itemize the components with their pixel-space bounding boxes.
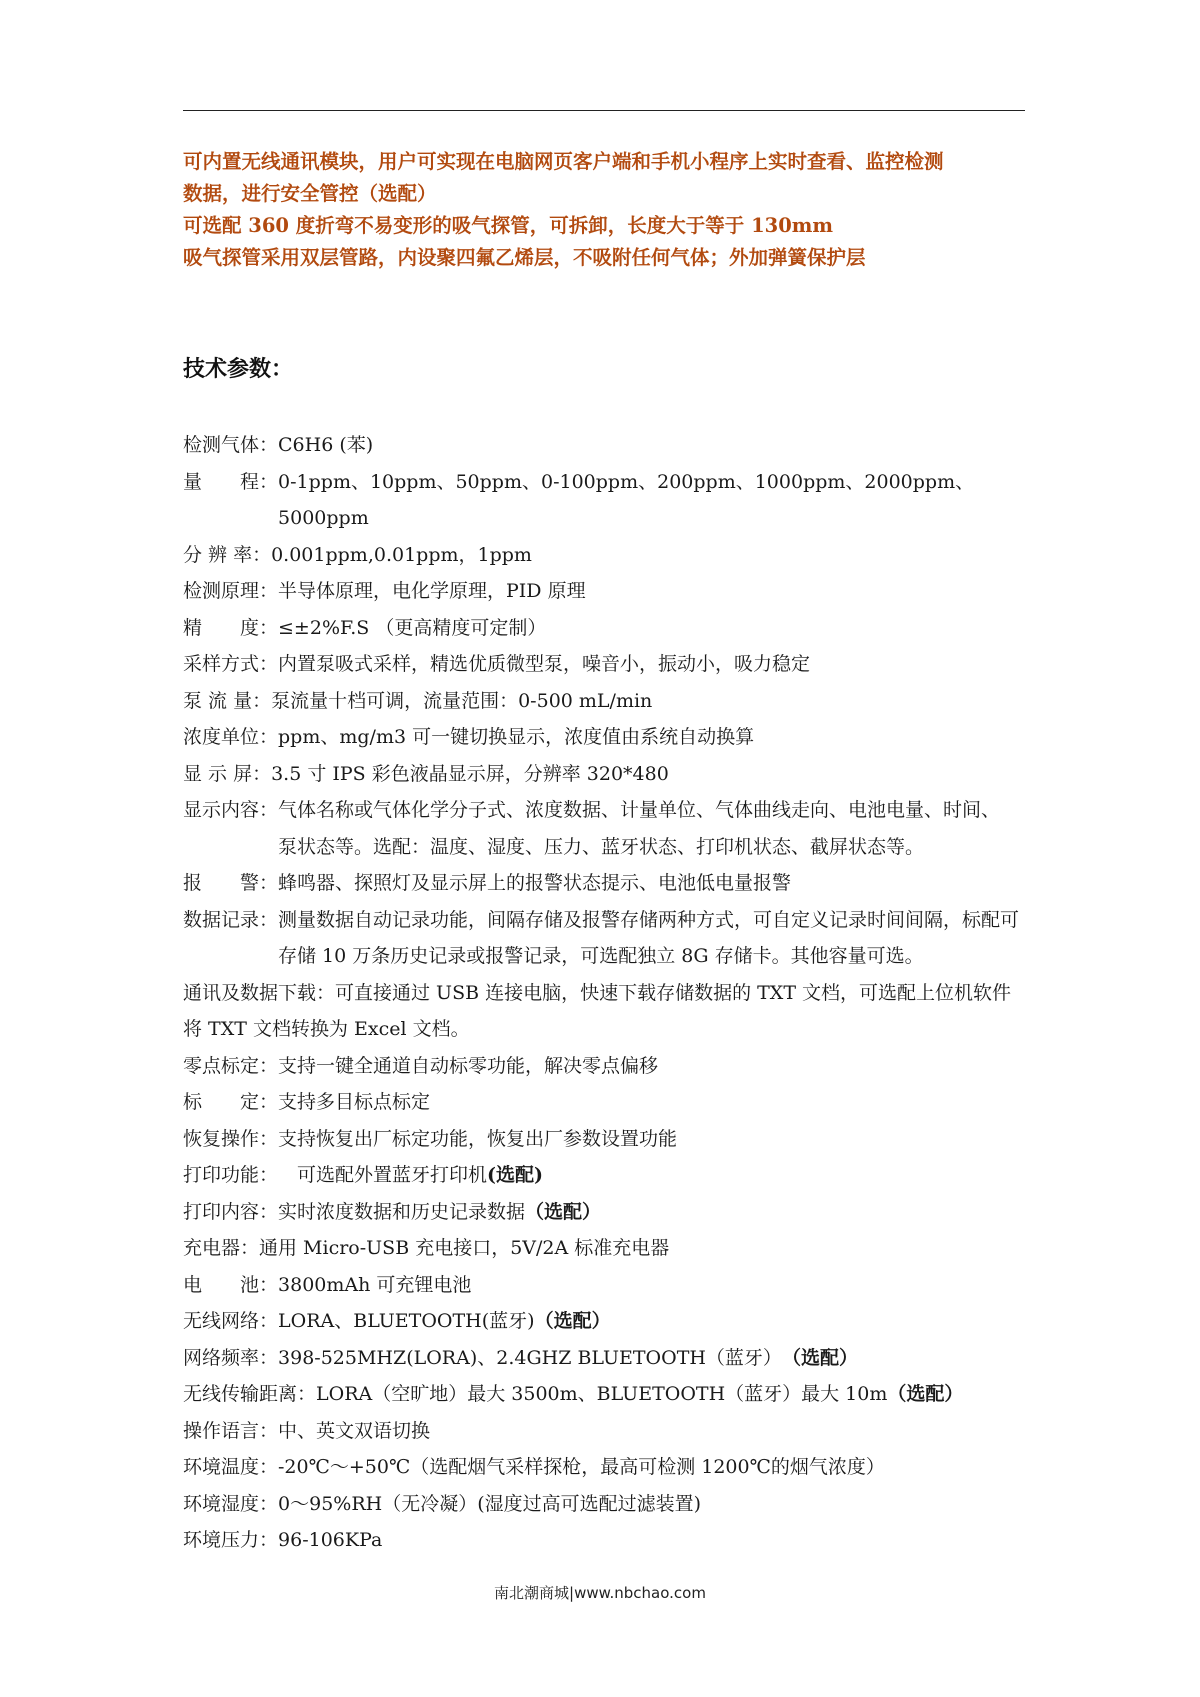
header-rule [183,110,1025,111]
feature-line: 数据，进行安全管控（选配） [183,182,437,205]
spec-row [183,683,1043,720]
spec-row [183,427,1043,464]
spec-row [183,1230,1043,1267]
spec-label: 显示内容： [183,799,279,821]
spec-label: 分 辨 率： [183,543,272,566]
spec-value: 实时浓度数据和历史记录数据 [278,1200,526,1223]
spec-value: 测量数据自动记录功能，间隔存储及报警存储两种方式，可自定义记录时间间隔，标配可存储 10 万条历史记录或报警记录，可选配独立 8G 存储卡。其他容量可选。 [278,908,1020,967]
spec-row [183,1084,1043,1121]
spec-label: 无线传输距离： [183,1383,317,1405]
spec-row [183,1048,1043,1085]
spec-value: 0～95%RH（无冷凝）(湿度过高可选配过滤装置) [278,1492,702,1515]
spec-label: 恢复操作： [183,1127,279,1150]
spec-value: 通用 Micro-USB 充电接口，5V/2A 标准充电器 [259,1237,670,1259]
spec-row [183,1413,1043,1450]
spec-value: 内置泵吸式采样，精选优质微型泵，噪音小，振动小，吸力稳定 [278,653,811,675]
spec-value: 0.001ppm,0.01ppm，1ppm [271,543,532,566]
spec-value: 3800mAh 可充锂电池 [278,1273,472,1296]
spec-label: 浓度单位： [183,726,279,748]
spec-value: 半导体原理，电化学原理，PID 原理 [278,580,586,602]
spec-label: 标 定： [183,1091,279,1113]
spec-value: LORA（空旷地）最大 3500m、BLUETOOTH（蓝牙）最大 10m [316,1383,888,1405]
feature-highlights [183,146,1043,274]
feature-line: 可选配 360 度折弯不易变形的吸气探管，可拆卸，长度大于等于 130mm [183,214,834,237]
spec-label: 显 示 屏： [183,762,272,785]
spec-label: 打印功能： [183,1164,279,1186]
spec-row [183,1340,1043,1377]
spec-row [183,1449,1043,1486]
spec-value: 泵流量十档可调，流量范围：0-500 mL/min [271,689,653,712]
spec-label: 精 度： [183,616,279,639]
spec-value: 可直接通过 USB 连接电脑，快速下载存储数据的 TXT 文档，可选配上位机软件将 TXT 文档转换为 Excel 文档。 [183,981,1012,1040]
spec-label: 量 程： [183,470,279,493]
optional-tag: （选配） [887,1383,964,1405]
spec-value: 支持一键全通道自动标零功能，解决零点偏移 [278,1054,659,1077]
spec-value: 中、英文双语切换 [278,1419,431,1442]
spec-label: 泵 流 量： [183,689,272,712]
section-title: 技术参数： [183,356,294,382]
spec-row [183,1486,1043,1523]
spec-label: 零点标定： [183,1054,279,1077]
spec-label: 环境温度： [183,1456,279,1478]
spec-row [183,719,1043,756]
page-footer: 南北潮商城|www.nbchao.com [494,1584,706,1602]
spec-row [183,1194,1043,1231]
spec-value: -20℃～+50℃（选配烟气采样探枪，最高可检测 1200℃的烟气浓度） [278,1456,885,1478]
spec-value: C6H6 (苯) [278,434,374,456]
optional-tag: （选配） [534,1310,611,1332]
spec-label: 数据记录： [183,908,279,931]
spec-row [183,792,1043,865]
spec-value: 蜂鸣器、探照灯及显示屏上的报警状态提示、电池低电量报警 [278,872,792,894]
spec-value: 支持多目标点标定 [278,1091,431,1113]
spec-label: 环境压力： [183,1529,279,1551]
spec-value: 可选配外置蓝牙打印机 [278,1164,488,1186]
spec-value: 96-106KPa [278,1529,383,1551]
spec-label: 检测原理： [183,580,279,602]
spec-label: 采样方式： [183,653,279,675]
spec-label: 打印内容： [183,1200,279,1223]
optional-tag: （选配） [781,1346,858,1369]
spec-list [183,427,1043,1559]
spec-label: 检测气体： [183,434,279,456]
spec-row [183,1303,1043,1340]
spec-value: 气体名称或气体化学分子式、浓度数据、计量单位、气体曲线走向、电池电量、时间、泵状态等。选配：温度、湿度、压力、蓝牙状态、打印机状态、截屏状态等。 [278,799,1001,858]
spec-row [183,610,1043,647]
spec-label: 通讯及数据下载： [183,981,336,1004]
spec-row [183,537,1043,574]
spec-value: 398-525MHZ(LORA)、2.4GHZ BLUETOOTH（蓝牙） [278,1346,782,1369]
spec-row [183,975,1028,1048]
spec-label: 电 池： [183,1273,279,1296]
spec-value: ppm、mg/m3 可一键切换显示，浓度值由系统自动换算 [278,726,755,748]
spec-row [183,1121,1043,1158]
spec-label: 环境湿度： [183,1492,279,1515]
spec-label: 无线网络： [183,1310,279,1332]
feature-line: 吸气探管采用双层管路，内设聚四氟乙烯层，不吸附任何气体；外加弹簧保护层 [183,246,866,269]
optional-tag: (选配) [487,1164,544,1186]
spec-row [183,1522,1043,1559]
spec-value: 支持恢复出厂标定功能，恢复出厂参数设置功能 [278,1127,678,1150]
spec-value: LORA、BLUETOOTH(蓝牙) [278,1310,535,1332]
spec-row [183,756,1043,793]
spec-value: 0-1ppm、10ppm、50ppm、0-100ppm、200ppm、1000ppm、2000ppm、5000ppm [278,470,975,529]
spec-value: ≤±2%F.S （更高精度可定制） [278,616,547,639]
spec-row [183,573,1043,610]
spec-row [183,902,1043,975]
spec-value: 3.5 寸 IPS 彩色液晶显示屏，分辨率 320*480 [271,762,669,785]
feature-line: 可内置无线通讯模块，用户可实现在电脑网页客户端和手机小程序上实时查看、监控检测 [183,150,944,173]
spec-row [183,1267,1043,1304]
spec-row [183,1157,1043,1194]
optional-tag: （选配） [525,1200,602,1223]
spec-row [183,1376,1043,1413]
spec-label: 充电器： [183,1237,260,1259]
spec-label: 网络频率： [183,1346,279,1369]
spec-label: 报 警： [183,872,279,894]
spec-row [183,646,1043,683]
spec-label: 操作语言： [183,1419,279,1442]
spec-row [183,865,1043,902]
spec-row [183,464,1043,537]
